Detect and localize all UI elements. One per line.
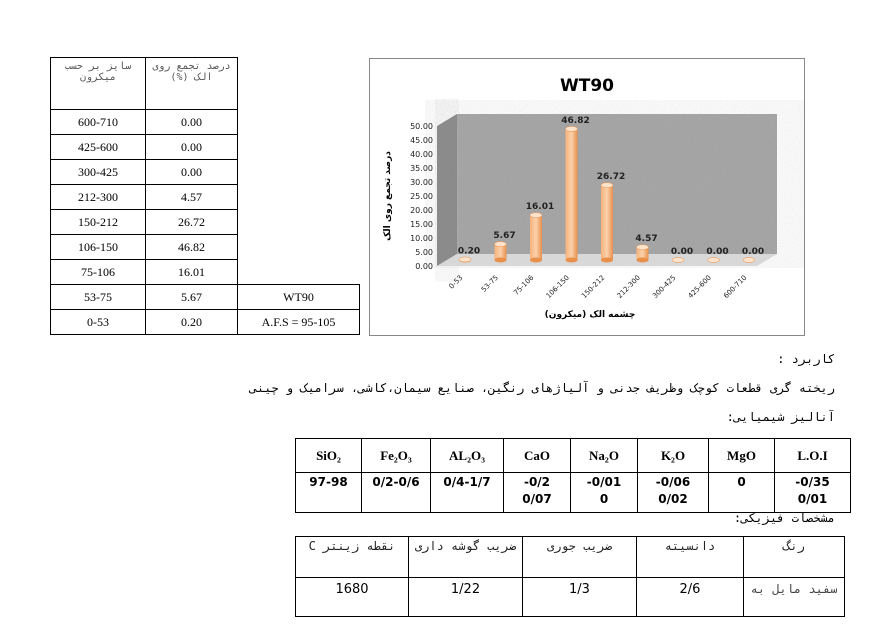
physical-value-row — [296, 578, 845, 617]
y-tick-label: 15.00 — [410, 220, 433, 229]
data-label: 5.67 — [493, 231, 516, 242]
chemical-header-cell: AL₂O₃ — [431, 439, 504, 473]
chemical-value-line: -0/01 — [586, 475, 622, 489]
chemical-value-line: 97-98 — [309, 475, 348, 489]
physical-value-cell: 1680 — [296, 578, 409, 617]
blank-cell — [238, 185, 360, 210]
chemical-header-cell: Fe₂O₃ — [362, 439, 431, 473]
x-tick-label: 75-106 — [512, 273, 536, 297]
size-table-row — [51, 310, 360, 335]
size-table-row — [51, 110, 360, 135]
data-label: 0.00 — [706, 247, 729, 257]
physical-header-row — [296, 537, 845, 578]
chemical-value-cell — [504, 473, 571, 513]
chemical-value-cell — [775, 473, 851, 513]
blank-cell — [238, 135, 360, 160]
blank-cell — [238, 235, 360, 260]
bar-chart — [370, 59, 804, 335]
blank-cell — [238, 58, 360, 110]
chemical-header-cell: CaO — [504, 439, 571, 473]
x-tick-label: 425-600 — [686, 273, 713, 301]
size-cell: 600-710 — [51, 110, 146, 135]
blank-cell — [238, 210, 360, 235]
x-tick-label: 106-150 — [544, 273, 571, 301]
size-cell: 150-212 — [51, 210, 146, 235]
chemical-header-row — [296, 439, 851, 473]
physical-value-cell: 2/6 — [637, 578, 744, 617]
chemical-header-cell: SiO₂ — [296, 439, 362, 473]
data-label: 0.20 — [457, 246, 481, 257]
percent-cell: 26.72 — [146, 210, 238, 235]
chemical-value-cell — [296, 473, 362, 513]
data-label: 46.82 — [561, 115, 590, 126]
size-cell: 212-300 — [51, 185, 146, 210]
bar-top — [459, 257, 471, 262]
x-tick-label: 150-212 — [580, 273, 607, 301]
y-tick-label: 35.00 — [410, 164, 433, 173]
chemical-value-line: -0/2 — [523, 475, 551, 489]
size-table-row — [51, 210, 360, 235]
chemical-value-line: 0/4-1/7 — [443, 475, 491, 489]
chemical-value-row — [296, 473, 851, 513]
chemical-heading: آنالیز شیمیایی: — [726, 410, 835, 424]
chart-panel — [369, 58, 805, 336]
chemical-header-cell: K₂O — [638, 439, 709, 473]
size-cell: 75-106 — [51, 260, 146, 285]
percent-cell: 0.00 — [146, 110, 238, 135]
chart-side-wall — [437, 114, 457, 266]
physical-header-cell: رنگ — [744, 537, 845, 578]
chemical-value-line: 0/2-0/6 — [372, 475, 420, 489]
note-cell: WT90 — [238, 285, 360, 310]
physical-header-cell: دانسیته — [637, 537, 744, 578]
size-table-row — [51, 135, 360, 160]
physical-value-cell: 1/22 — [409, 578, 523, 617]
x-tick-label: 600-710 — [722, 273, 749, 301]
chemical-value-line: -0/06 — [655, 475, 691, 489]
physical-header-cell: نقطه زینتر C — [296, 537, 409, 578]
usage-text: ریخته گری قطعات کوچک وظریف جدنی و آلیاژهای رنگین، صنایع سیمان،کاشی، سرامیک و چینی — [249, 381, 835, 395]
bar-top — [637, 245, 649, 250]
y-tick-label: 5.00 — [415, 248, 433, 257]
y-tick-label: 10.00 — [410, 234, 433, 243]
color-value-cell: سفید مایل به — [744, 578, 845, 617]
usage-heading: کاربرد : — [777, 352, 835, 366]
y-axis-label: درصد تجمع روی الک — [383, 151, 393, 241]
y-tick-label: 40.00 — [410, 150, 433, 159]
bar — [566, 129, 578, 260]
size-table-row — [51, 285, 360, 310]
chemical-value-cell — [431, 473, 504, 513]
bar — [530, 215, 542, 260]
chemical-header-cell: Na₂O — [571, 439, 638, 473]
size-cell: 106-150 — [51, 235, 146, 260]
size-table-row — [51, 185, 360, 210]
percent-cell: 16.01 — [146, 260, 238, 285]
bar-base — [601, 258, 613, 263]
note-cell: A.F.S = 95-105 — [238, 310, 360, 335]
size-table-header — [51, 58, 360, 110]
x-tick-label: 300-425 — [651, 273, 678, 301]
y-tick-label: 50.00 — [410, 122, 433, 131]
bar-top — [566, 126, 578, 131]
chemical-value-line: -0/35 — [795, 475, 830, 489]
chemical-value-line: 0 — [599, 492, 609, 506]
blank-cell — [238, 160, 360, 185]
size-cell: 53-75 — [51, 285, 146, 310]
chemical-value-cell — [709, 473, 775, 513]
physical-header-cell: ضریب گوشه داری — [409, 537, 523, 578]
bar-top — [601, 183, 613, 188]
bar-base — [566, 258, 578, 263]
size-table-row — [51, 235, 360, 260]
data-label: 0.00 — [741, 247, 765, 257]
y-tick-label: 45.00 — [410, 136, 433, 145]
chemical-header-cell: L.O.I — [775, 439, 851, 473]
physical-header-cell: ضریب جوری — [523, 537, 637, 578]
x-axis-label: چشمه الک (میکرون) — [544, 310, 636, 320]
chemical-header-cell: MgO — [709, 439, 775, 473]
x-tick-label: 53-75 — [479, 273, 500, 294]
bar-base — [495, 258, 507, 263]
size-distribution-table — [50, 57, 360, 335]
chemical-value-line: 0/01 — [797, 492, 828, 506]
physical-heading: مشخصات فیزیکی: — [733, 511, 835, 525]
bar-base — [637, 258, 649, 263]
bar — [601, 185, 613, 260]
bar-base — [530, 258, 542, 263]
size-cell: 300-425 — [51, 160, 146, 185]
physical-properties-table — [295, 536, 845, 617]
percent-cell: 4.57 — [146, 185, 238, 210]
bar-top — [530, 213, 542, 218]
size-header-cell: سایز بر حسب میکرون — [51, 58, 146, 110]
chemical-value-cell — [571, 473, 638, 513]
chemical-value-cell — [638, 473, 709, 513]
percent-header-cell: درصد تجمع روی الک (%) — [146, 58, 238, 110]
data-label: 0.00 — [670, 247, 694, 257]
chemical-value-cell — [362, 473, 431, 513]
y-tick-label: 25.00 — [410, 192, 433, 201]
data-label: 4.57 — [635, 234, 658, 245]
percent-cell: 0.00 — [146, 135, 238, 160]
percent-cell: 5.67 — [146, 285, 238, 310]
chemical-value-line: 0/02 — [658, 492, 688, 506]
bar-top — [743, 258, 755, 263]
bar-top — [708, 258, 720, 263]
percent-cell: 0.00 — [146, 160, 238, 185]
percent-cell: 46.82 — [146, 235, 238, 260]
size-table-row — [51, 260, 360, 285]
x-tick-label: 0-53 — [447, 273, 465, 291]
data-label: 26.72 — [596, 172, 626, 183]
chart-title: WT90 — [559, 76, 615, 96]
blank-cell — [238, 260, 360, 285]
y-tick-label: 30.00 — [410, 178, 433, 187]
size-cell: 425-600 — [51, 135, 146, 160]
bar-top — [495, 242, 507, 247]
chemical-value-line: 0 — [737, 475, 746, 489]
y-tick-label: 20.00 — [410, 206, 433, 215]
x-tick-label: 212-300 — [615, 273, 642, 301]
physical-value-cell: 1/3 — [523, 578, 637, 617]
blank-cell — [238, 110, 360, 135]
chemical-value-line: 0/07 — [522, 492, 552, 506]
size-table-row — [51, 160, 360, 185]
chemical-analysis-table — [295, 438, 851, 513]
percent-cell: 0.20 — [146, 310, 238, 335]
data-label: 16.01 — [525, 202, 555, 213]
bar-top — [672, 258, 684, 263]
y-tick-label: 0.00 — [415, 262, 433, 271]
size-cell: 0-53 — [51, 310, 146, 335]
